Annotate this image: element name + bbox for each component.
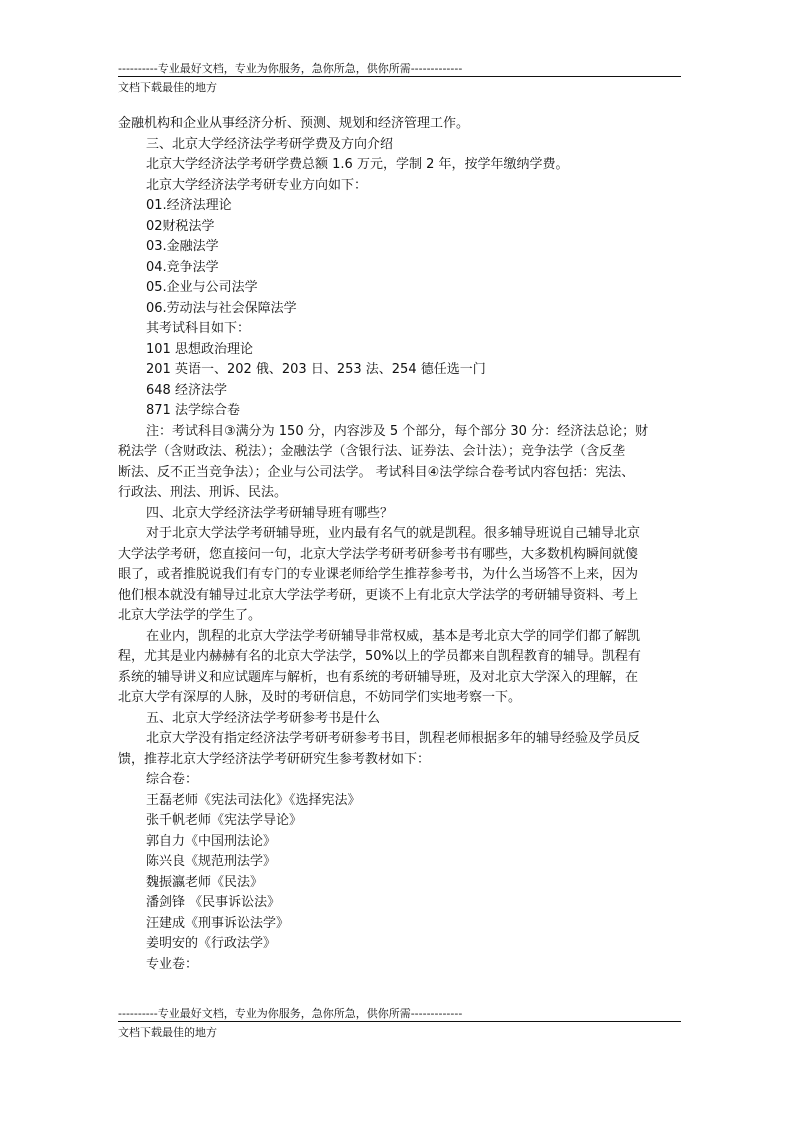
paragraph-line: 北京大学法学的学生了。	[118, 608, 262, 623]
book-item: 姜明安的《行政法学》	[146, 936, 277, 951]
direction-item: 03.金融法学	[146, 239, 219, 254]
book-item: 汪建成《刑事诉讼法学》	[146, 915, 290, 931]
section-heading-tutoring: 四、北京大学经济法学考研辅导班有哪些？	[146, 505, 394, 521]
exam-subject-item: 871 法学综合卷	[146, 403, 240, 418]
body-line: 其考试科目如下：	[146, 321, 251, 336]
book-item: 魏振瀛老师《民法》	[146, 874, 264, 890]
direction-item: 01.经济法理论	[146, 198, 232, 213]
book-item: 王磊老师《宪法司法化》《选择宪法》	[146, 792, 361, 808]
section-heading-reference-books: 五、北京大学经济法学考研参考书是什么	[146, 710, 381, 726]
footer-site-name: 文档下载最佳的地方	[118, 1026, 217, 1039]
direction-item: 04.竞争法学	[146, 259, 219, 275]
body-line: 北京大学经济法学考研专业方向如下：	[146, 177, 368, 193]
paragraph-line: 在业内，凯程的北京大学法学考研辅导非常权威，基本是考北京大学的同学们都了解凯	[146, 628, 641, 644]
book-item: 潘剑锋 《民事诉讼法》	[146, 895, 281, 910]
direction-item: 05.企业与公司法学	[146, 280, 258, 295]
book-item: 郭自力《中国刑法论》	[146, 833, 277, 849]
paragraph-line: 北京大学有深厚的人脉，及时的考研信息，不妨同学们实地考察一下。	[118, 690, 522, 705]
header-slogan: ----------专业最好文档，专业为你服务，急你所急，供你所需-------------	[118, 62, 463, 75]
paragraph-line: 眼了，或者推脱说我们有专门的专业课老师给学生推荐参考书，为什么当场答不上来，因为	[118, 567, 639, 582]
header-site-name: 文档下载最佳的地方	[118, 81, 217, 94]
paragraph-line: 馈，推荐北京大学经济法学考研研究生参考教材如下：	[118, 751, 431, 767]
direction-item: 06.劳动法与社会保障法学	[146, 300, 297, 316]
paragraph-line: 程，尤其是业内赫赫有名的北京大学法学，50%以上的学员都来自凯程教育的辅导。凯程有	[118, 649, 641, 664]
note-line: 注：考试科目③满分为 150 分，内容涉及 5 个部分，每个部分 30 分：经济法总论；财	[146, 423, 649, 439]
exam-subject-item: 101 思想政治理论	[146, 341, 253, 357]
header-rule	[118, 76, 681, 77]
body-line: 北京大学经济法学考研学费总额 1.6 万元，学制 2 年，按学年缴纳学费。	[146, 157, 569, 172]
paragraph-line: 他们根本就没有辅导过北京大学法学考研，更谈不上有北京大学法学的考研辅导资料、考上	[118, 587, 639, 603]
book-list-heading: 综合卷：	[146, 772, 199, 787]
document-body	[118, 114, 681, 975]
footer-rule	[118, 1021, 681, 1022]
book-list-heading: 专业卷：	[146, 956, 199, 972]
exam-subject-item: 201 英语一、202 俄、203 日、253 法、254 德任选一门	[146, 362, 486, 377]
paragraph-line: 大学法学考研，您直接问一句，北京大学法学考研考研参考书有哪些，大多数机构瞬间就傻	[118, 546, 639, 562]
note-line: 行政法、刑法、刑诉、民法。	[118, 485, 288, 500]
paragraph-line: 北京大学没有指定经济法学考研考研参考书目，凯程老师根据多年的辅导经验及学员反	[146, 731, 641, 746]
book-item: 张千帆老师《宪法学导论》	[146, 813, 303, 828]
body-line: 金融机构和企业从事经济分析、预测、规划和经济管理工作。	[118, 116, 470, 131]
book-item: 陈兴良《规范刑法学》	[146, 854, 277, 869]
footer-slogan: ----------专业最好文档，专业为你服务，急你所急，供你所需-------------	[118, 1007, 463, 1020]
direction-item: 02财税法学	[146, 218, 215, 234]
exam-subject-item: 648 经济法学	[146, 382, 227, 398]
note-line: 断法、反不正当竞争法）；企业与公司法学。 考试科目④法学综合卷考试内容包括：宪法、	[118, 464, 635, 480]
paragraph-line: 系统的辅导讲义和应试题库与解析，也有系统的考研辅导班，及对北京大学深入的理解，在	[118, 669, 639, 685]
section-heading-tuition: 三、北京大学经济法学考研学费及方向介绍	[146, 136, 394, 152]
note-line: 税法学（含财政法、税法）；金融法学（含银行法、证券法、会计法）；竞争法学（含反垄	[118, 444, 626, 459]
paragraph-line: 对于北京大学法学考研辅导班，业内最有名气的就是凯程。很多辅导班说自己辅导北京	[146, 526, 641, 541]
